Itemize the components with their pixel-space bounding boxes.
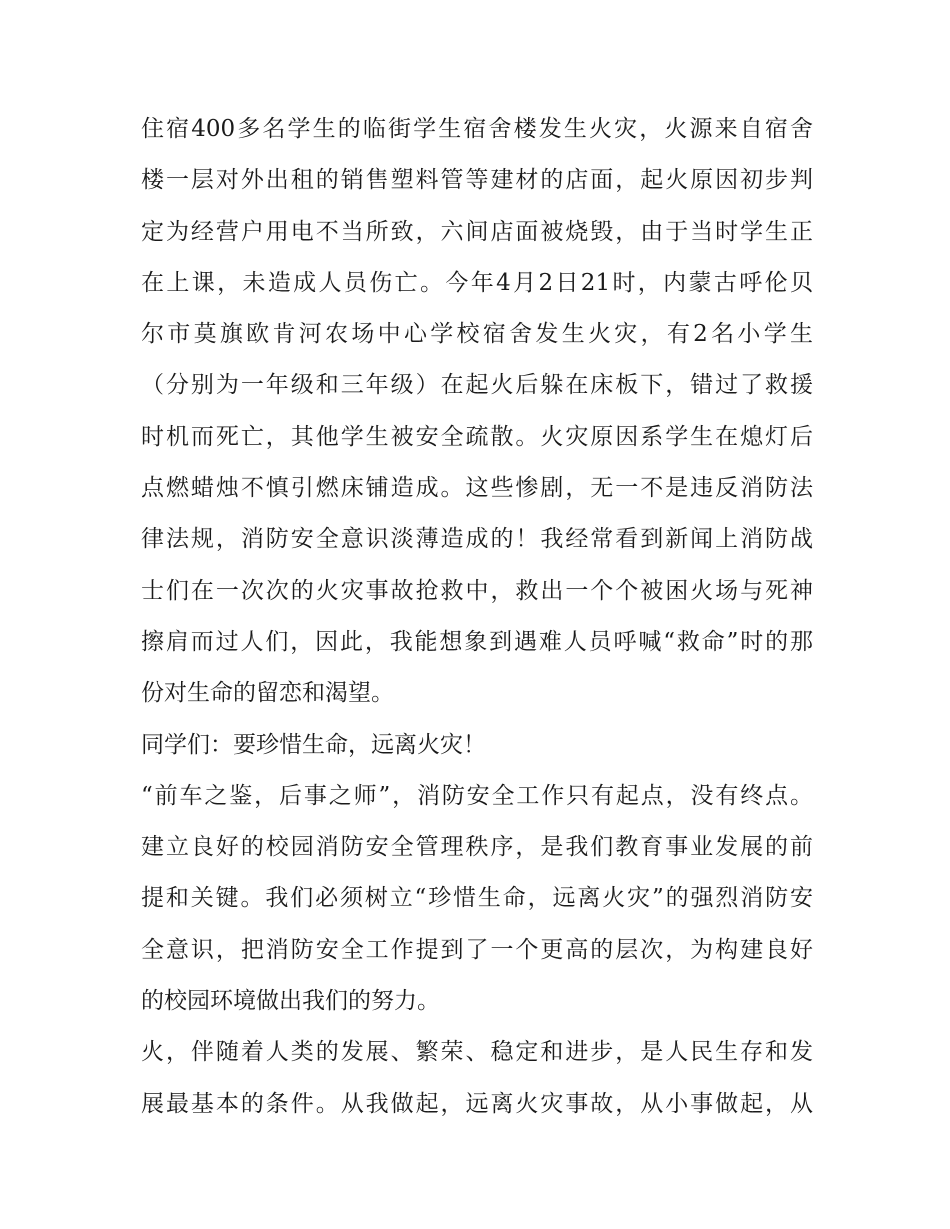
text-line: 建立良好的校园消防安全管理秩序，是我们教育事业发展的前 xyxy=(141,834,813,861)
text-line: 时机而死亡，其他学生被安全疏散。火灾原因系学生在熄灯后 xyxy=(141,423,813,450)
text-line: 提和关键。我们必须树立“珍惜生命，远离火灾”的强烈消防安 xyxy=(141,885,813,912)
text-line: （分别为一年级和三年级）在起火后躲在床板下，错过了救援 xyxy=(141,372,813,399)
text-line: 律法规，消防安全意识淡薄造成的！我经常看到新闻上消防战 xyxy=(141,526,813,553)
text-line: 在上课，未造成人员伤亡。今年4月2日21时，内蒙古呼伦贝 xyxy=(141,269,813,296)
text-line: 擦肩而过人们，因此，我能想象到遇难人员呼喊“救命”时的那 xyxy=(141,628,813,655)
text-line: 尔市莫旗欧肯河农场中心学校宿舍发生火灾，有2名小学生 xyxy=(141,321,813,348)
text-line: 展最基本的条件。从我做起，远离火灾事故，从小事做起，从 xyxy=(141,1090,813,1117)
text-line: 楼一层对外出租的销售塑料管等建材的店面，起火原因初步判 xyxy=(141,167,813,194)
document-body xyxy=(141,104,813,1130)
text-line: 士们在一次次的火灾事故抢救中，救出一个个被困火场与死神 xyxy=(141,577,813,604)
text-line: 点燃蜡烛不慎引燃床铺造成。这些惨剧，无一不是违反消防法 xyxy=(141,475,813,502)
text-line: 住宿400多名学生的临街学生宿舍楼发生火灾，火源来自宿舍 xyxy=(141,116,813,142)
text-line: 同学们：要珍惜生命，远离火灾！ xyxy=(141,731,486,758)
text-line: 全意识，把消防安全工作提到了一个更高的层次，为构建良好 xyxy=(141,936,813,963)
text-line: 定为经营户用电不当所致，六间店面被烧毁，由于当时学生正 xyxy=(141,218,813,245)
text-line: “前车之鉴，后事之师”，消防安全工作只有起点，没有终点。 xyxy=(141,782,813,809)
text-line: 火，伴随着人类的发展、繁荣、稳定和进步，是人民生存和发 xyxy=(141,1039,813,1066)
text-line: 份对生命的留恋和渴望。 xyxy=(141,680,394,707)
text-line: 的校园环境做出我们的努力。 xyxy=(141,988,440,1015)
